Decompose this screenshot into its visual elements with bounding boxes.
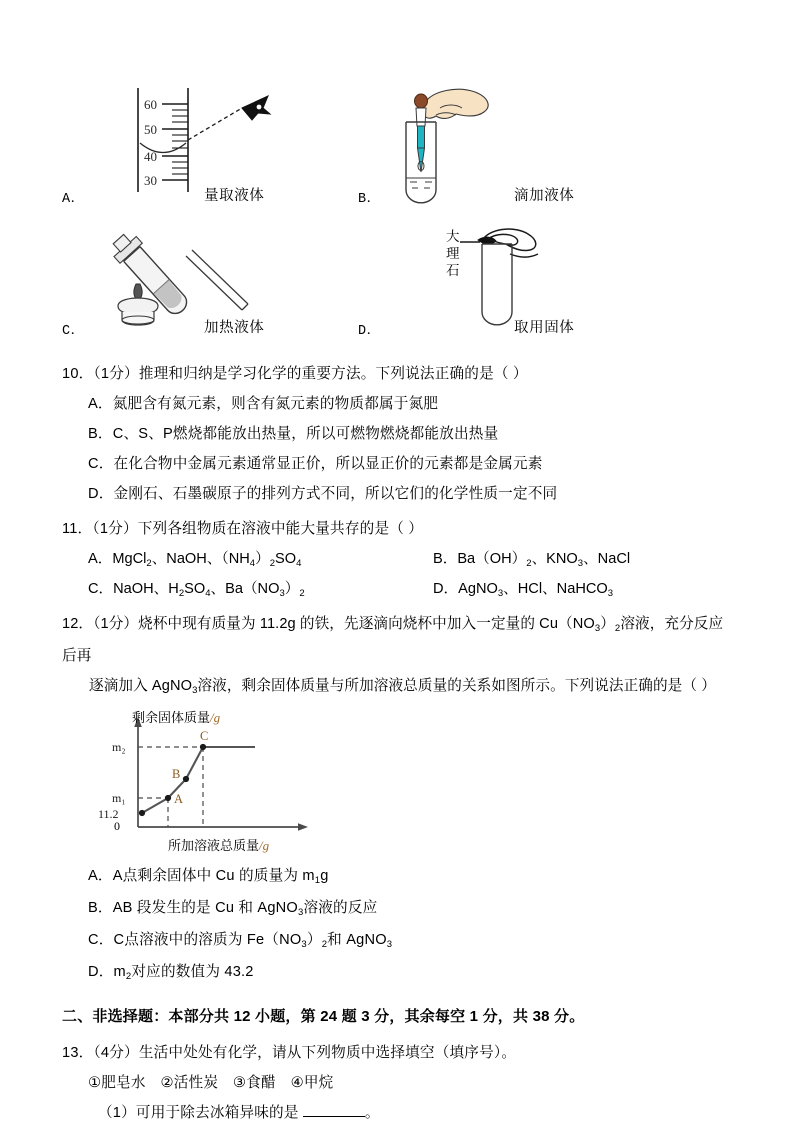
section-2-heading: 二、非选择题：本部分共 12 小题，第 24 题 3 分，其余每空 1 分，共 38 分。 (62, 1008, 585, 1025)
chart-label-c: C (200, 729, 209, 743)
svg-text:30: 30 (144, 173, 157, 188)
question-12-choice-a[interactable]: A．A点剩余固体中 Cu 的质量为 $m_1g$ (88, 868, 329, 886)
question-13-materials: ①肥皂水 ②活性炭 ③食醋 ④甲烷 (88, 1075, 334, 1091)
question-12-choice-c[interactable]: C．C点溶液中的溶质为 $Fe(NO_3)_2$和 AgNO$_3$ (88, 932, 393, 950)
question-13-stem: 13．（4分）生活中处处有化学，请从下列物质中选择填空（填序号）。 (62, 1045, 517, 1061)
question-13-answer-blank[interactable] (303, 1103, 365, 1117)
svg-text:60: 60 (144, 97, 157, 112)
option-a-caption: 量取液体 (204, 188, 265, 204)
question-11-choice-row-2 (62, 574, 734, 604)
test-tube-dropper-icon (380, 82, 530, 204)
question-11 (62, 514, 734, 604)
chart-point-c (200, 744, 206, 750)
question-11-choice-d[interactable]: D．AgNO$_3$、HCl、NaHCO$_3$ (433, 581, 614, 599)
chart-y-axis-text: 剩余固体质量 (132, 710, 211, 725)
chart-x-axis-unit: /g (259, 838, 270, 853)
option-a-letter: A． (62, 192, 85, 207)
question-13 (62, 1038, 734, 1128)
marble-label-char-2: 理 (446, 246, 460, 261)
question-12-chart (90, 709, 390, 859)
question-13-sub-1-period: 。 (364, 1105, 380, 1121)
question-12 (62, 609, 734, 989)
question-10 (62, 359, 734, 509)
option-d-cell[interactable] (358, 226, 734, 346)
question-11-choice-c[interactable]: C．NaOH、$H_2SO_4$、$Ba(NO_3)_2$ (88, 581, 305, 599)
chart-label-a: A (174, 792, 184, 806)
chart-point-b (183, 776, 189, 782)
chart-y-axis-unit: /g (210, 710, 221, 725)
question-12-stem-line-2: 逐滴加入 AgNO$_3$溶液，剩余固体质量与所加溶液总质量的关系如图所示。下列说法正确的是（ ） (89, 678, 716, 696)
chart-series-line (142, 747, 255, 813)
question-11-choice-a[interactable]: A．MgCl$_2$、NaOH、$(NH_4)_2SO_4$ (88, 551, 302, 569)
alcohol-lamp-heating-test-tube-icon (102, 226, 272, 326)
option-c-letter: C． (62, 324, 85, 339)
svg-text:40: 40 (144, 149, 157, 164)
question-10-choice-b[interactable]: B．C、S、P燃烧都能放出热量，所以可燃物燃烧都能放出热量 (88, 426, 499, 442)
marble-label-char-1: 大 (446, 229, 460, 244)
chart-ytick-m2: m₂ (112, 740, 126, 754)
option-c-caption: 加热液体 (204, 320, 265, 336)
option-d-letter: D． (358, 324, 381, 339)
option-b-cell[interactable] (358, 86, 734, 216)
chart-ytick-start: 11.2 (98, 807, 119, 821)
question-12-choice-d[interactable]: D．$m_2$对应的数值为 43.2 (88, 964, 254, 982)
chart-ytick-m1: m₁ (112, 791, 126, 805)
question-9-image-options (62, 86, 734, 354)
question-10-choice-c[interactable]: C．在化合物中金属元素通常显正价，所以显正价的元素都是金属元素 (88, 456, 543, 472)
chart-origin-label: 0 (114, 819, 120, 833)
option-b-letter: B． (358, 192, 381, 207)
question-10-choice-d[interactable]: D．金刚石、石墨碳原子的排列方式不同，所以它们的化学性质一定不同 (88, 486, 558, 502)
chart-point-a (165, 795, 171, 801)
chart-y-axis-label (132, 707, 220, 726)
test-tube-solid-icon (458, 226, 618, 326)
svg-text:50: 50 (144, 122, 157, 137)
question-11-choice-b[interactable]: B．$Ba(OH)_2$、$KNO_3$、NaCl (433, 551, 631, 569)
marble-label-char-3: 石 (446, 263, 460, 278)
question-10-stem: 10．（1分）推理和归纳是学习化学的重要方法。下列说法正确的是（ ） (62, 366, 528, 382)
chart-x-axis-text: 所加溶液总质量 (168, 838, 260, 853)
question-12-stem-line-1: 12．（1分）烧杯中现有质量为 11.2g 的铁，先逐滴向烧杯中加入一定量的 $Cu(NO_3)_2$溶液，充分反应后再 (62, 616, 724, 664)
option-a-cell[interactable] (62, 86, 392, 216)
question-10-choice-a[interactable]: A．氮肥含有氮元素，则含有氮元素的物质都属于氮肥 (88, 396, 439, 412)
question-12-choice-b[interactable]: B．AB 段发生的是 Cu 和 AgNO$_3$溶液的反应 (88, 900, 378, 918)
chart-point-start (139, 810, 145, 816)
question-13-sub-1-text: （1）可用于除去冰箱异味的是 (98, 1105, 299, 1121)
chart-label-b: B (172, 767, 181, 781)
question-11-choice-row-1 (62, 544, 734, 574)
question-11-stem: 11．（1分）下列各组物质在溶液中能大量共存的是（ ） (62, 521, 424, 537)
page-content (62, 86, 734, 1128)
chart-x-axis-label (168, 835, 269, 854)
option-b-caption: 滴加液体 (514, 188, 575, 204)
option-c-cell[interactable] (62, 226, 392, 346)
question-13-sub-1 (62, 1098, 734, 1128)
option-d-caption: 取用固体 (514, 320, 575, 336)
